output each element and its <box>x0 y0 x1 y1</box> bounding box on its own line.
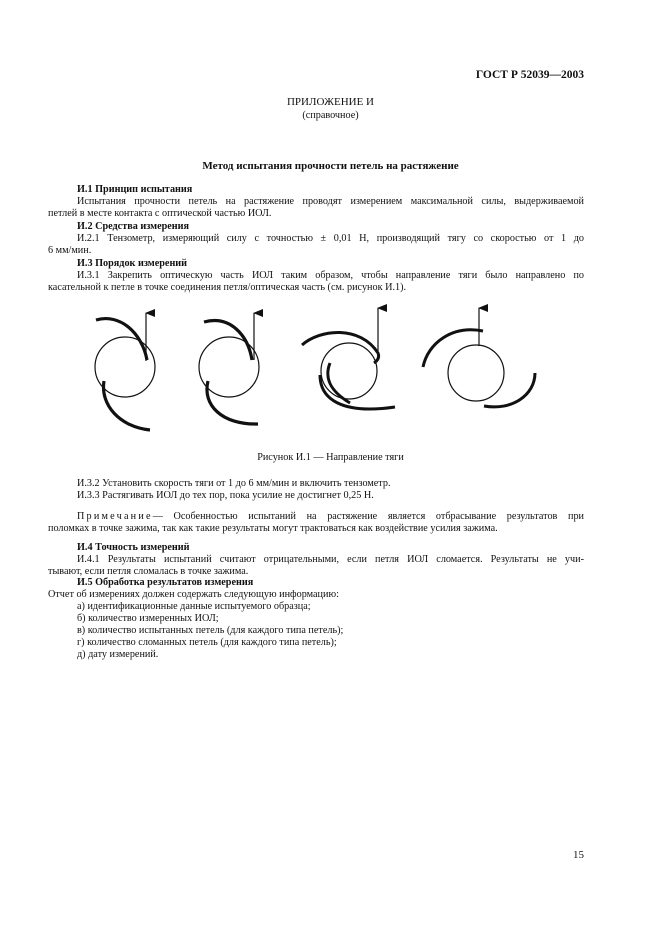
section-1-heading: И.1 Принцип испытания <box>77 184 193 195</box>
haptic-1b <box>103 381 150 430</box>
section-1-line-2: петлей в месте контакта с оптической частью ИОЛ. <box>48 208 272 220</box>
optic-circle-4 <box>448 345 504 401</box>
note <box>48 511 584 536</box>
page-number: 15 <box>573 849 584 861</box>
section-4-line-2: тывают, если петля сломалась в точке зажима. <box>48 566 249 578</box>
list-item-v: в) количество испытанных петель (для каждого типа петель); <box>77 625 344 636</box>
haptic-2a <box>204 321 252 360</box>
section-4-heading: И.4 Точность измерений <box>77 542 190 553</box>
section-3-heading: И.3 Порядок измерений <box>77 258 188 269</box>
note-label: Примечание <box>77 511 153 522</box>
lens-diagram-1 <box>95 313 155 430</box>
section-2-line-2: 6 мм/мин. <box>48 245 92 257</box>
section-3-text <box>48 270 584 295</box>
section-1-line-1: Испытания прочности петель на растяжение проводят измерением максимальной силы, выдерживаемой <box>77 196 584 207</box>
list-item-b: б) количество измеренных ИОЛ; <box>77 613 219 624</box>
list-item-a: а) идентификационные данные испытуемого образца; <box>77 601 311 612</box>
section-3-step-2: И.3.2 Установить скорость тяги от 1 до 6 мм/мин и включить тензометр. <box>77 478 391 489</box>
appendix-title: ПРИЛОЖЕНИЕ И <box>286 96 374 108</box>
figure-caption: Рисунок И.1 — Направление тяги <box>257 452 404 463</box>
standard-number: ГОСТ Р 52039—2003 <box>475 69 584 81</box>
section-5-intro: Отчет об измерениях должен содержать следующую информацию: <box>48 589 339 600</box>
section-2-text <box>48 233 584 258</box>
haptic-4a <box>423 330 483 367</box>
appendix-subtitle: (справочное) <box>302 110 359 121</box>
section-3-line-2: касательной к петле в точке соединения петля/оптическая часть (см. рисунок И.1). <box>48 282 407 294</box>
section-1-text <box>48 196 584 221</box>
note-line-1 <box>77 511 584 523</box>
haptic-4b <box>484 373 535 407</box>
lens-diagram-2 <box>199 313 259 424</box>
section-3-line-1: И.3.1 Закрепить оптическую часть ИОЛ таким образом, чтобы направление тяги было направлено по <box>77 270 584 281</box>
list-item-d: д) дату измерений. <box>77 649 159 660</box>
method-title: Метод испытания прочности петель на растяжение <box>202 160 459 172</box>
section-2-heading: И.2 Средства измерения <box>77 221 190 232</box>
section-2-line-1: И.2.1 Тензометр, измеряющий силу с точностью ± 0,01 Н, производящий тягу со скоростью от 1 до <box>77 233 584 244</box>
lens-diagram-3 <box>302 308 395 409</box>
section-4-line-1: И.4.1 Результаты испытаний считают отрицательными, если петля ИОЛ сломается. Результаты не учи- <box>77 554 584 565</box>
note-line-2: поломках в точке зажима, так как такие результаты могут трактоваться как воздействие усилия зажима. <box>48 523 498 535</box>
figure-tensile-direction <box>80 303 560 433</box>
list-item-g: г) количество сломанных петель (для каждого типа петель); <box>77 637 337 648</box>
haptic-1a <box>96 319 147 360</box>
note-text-1: — Особенностью испытаний на растяжение является отбрасывание результатов при <box>152 511 584 522</box>
section-4-text <box>48 554 584 579</box>
lens-diagram-4 <box>423 308 535 407</box>
section-5-heading: И.5 Обработка результатов измерения <box>77 577 254 588</box>
section-3-step-3: И.3.3 Растягивать ИОЛ до тех пор, пока усилие не достигнет 0,25 Н. <box>77 490 374 501</box>
haptic-3a <box>302 332 379 363</box>
